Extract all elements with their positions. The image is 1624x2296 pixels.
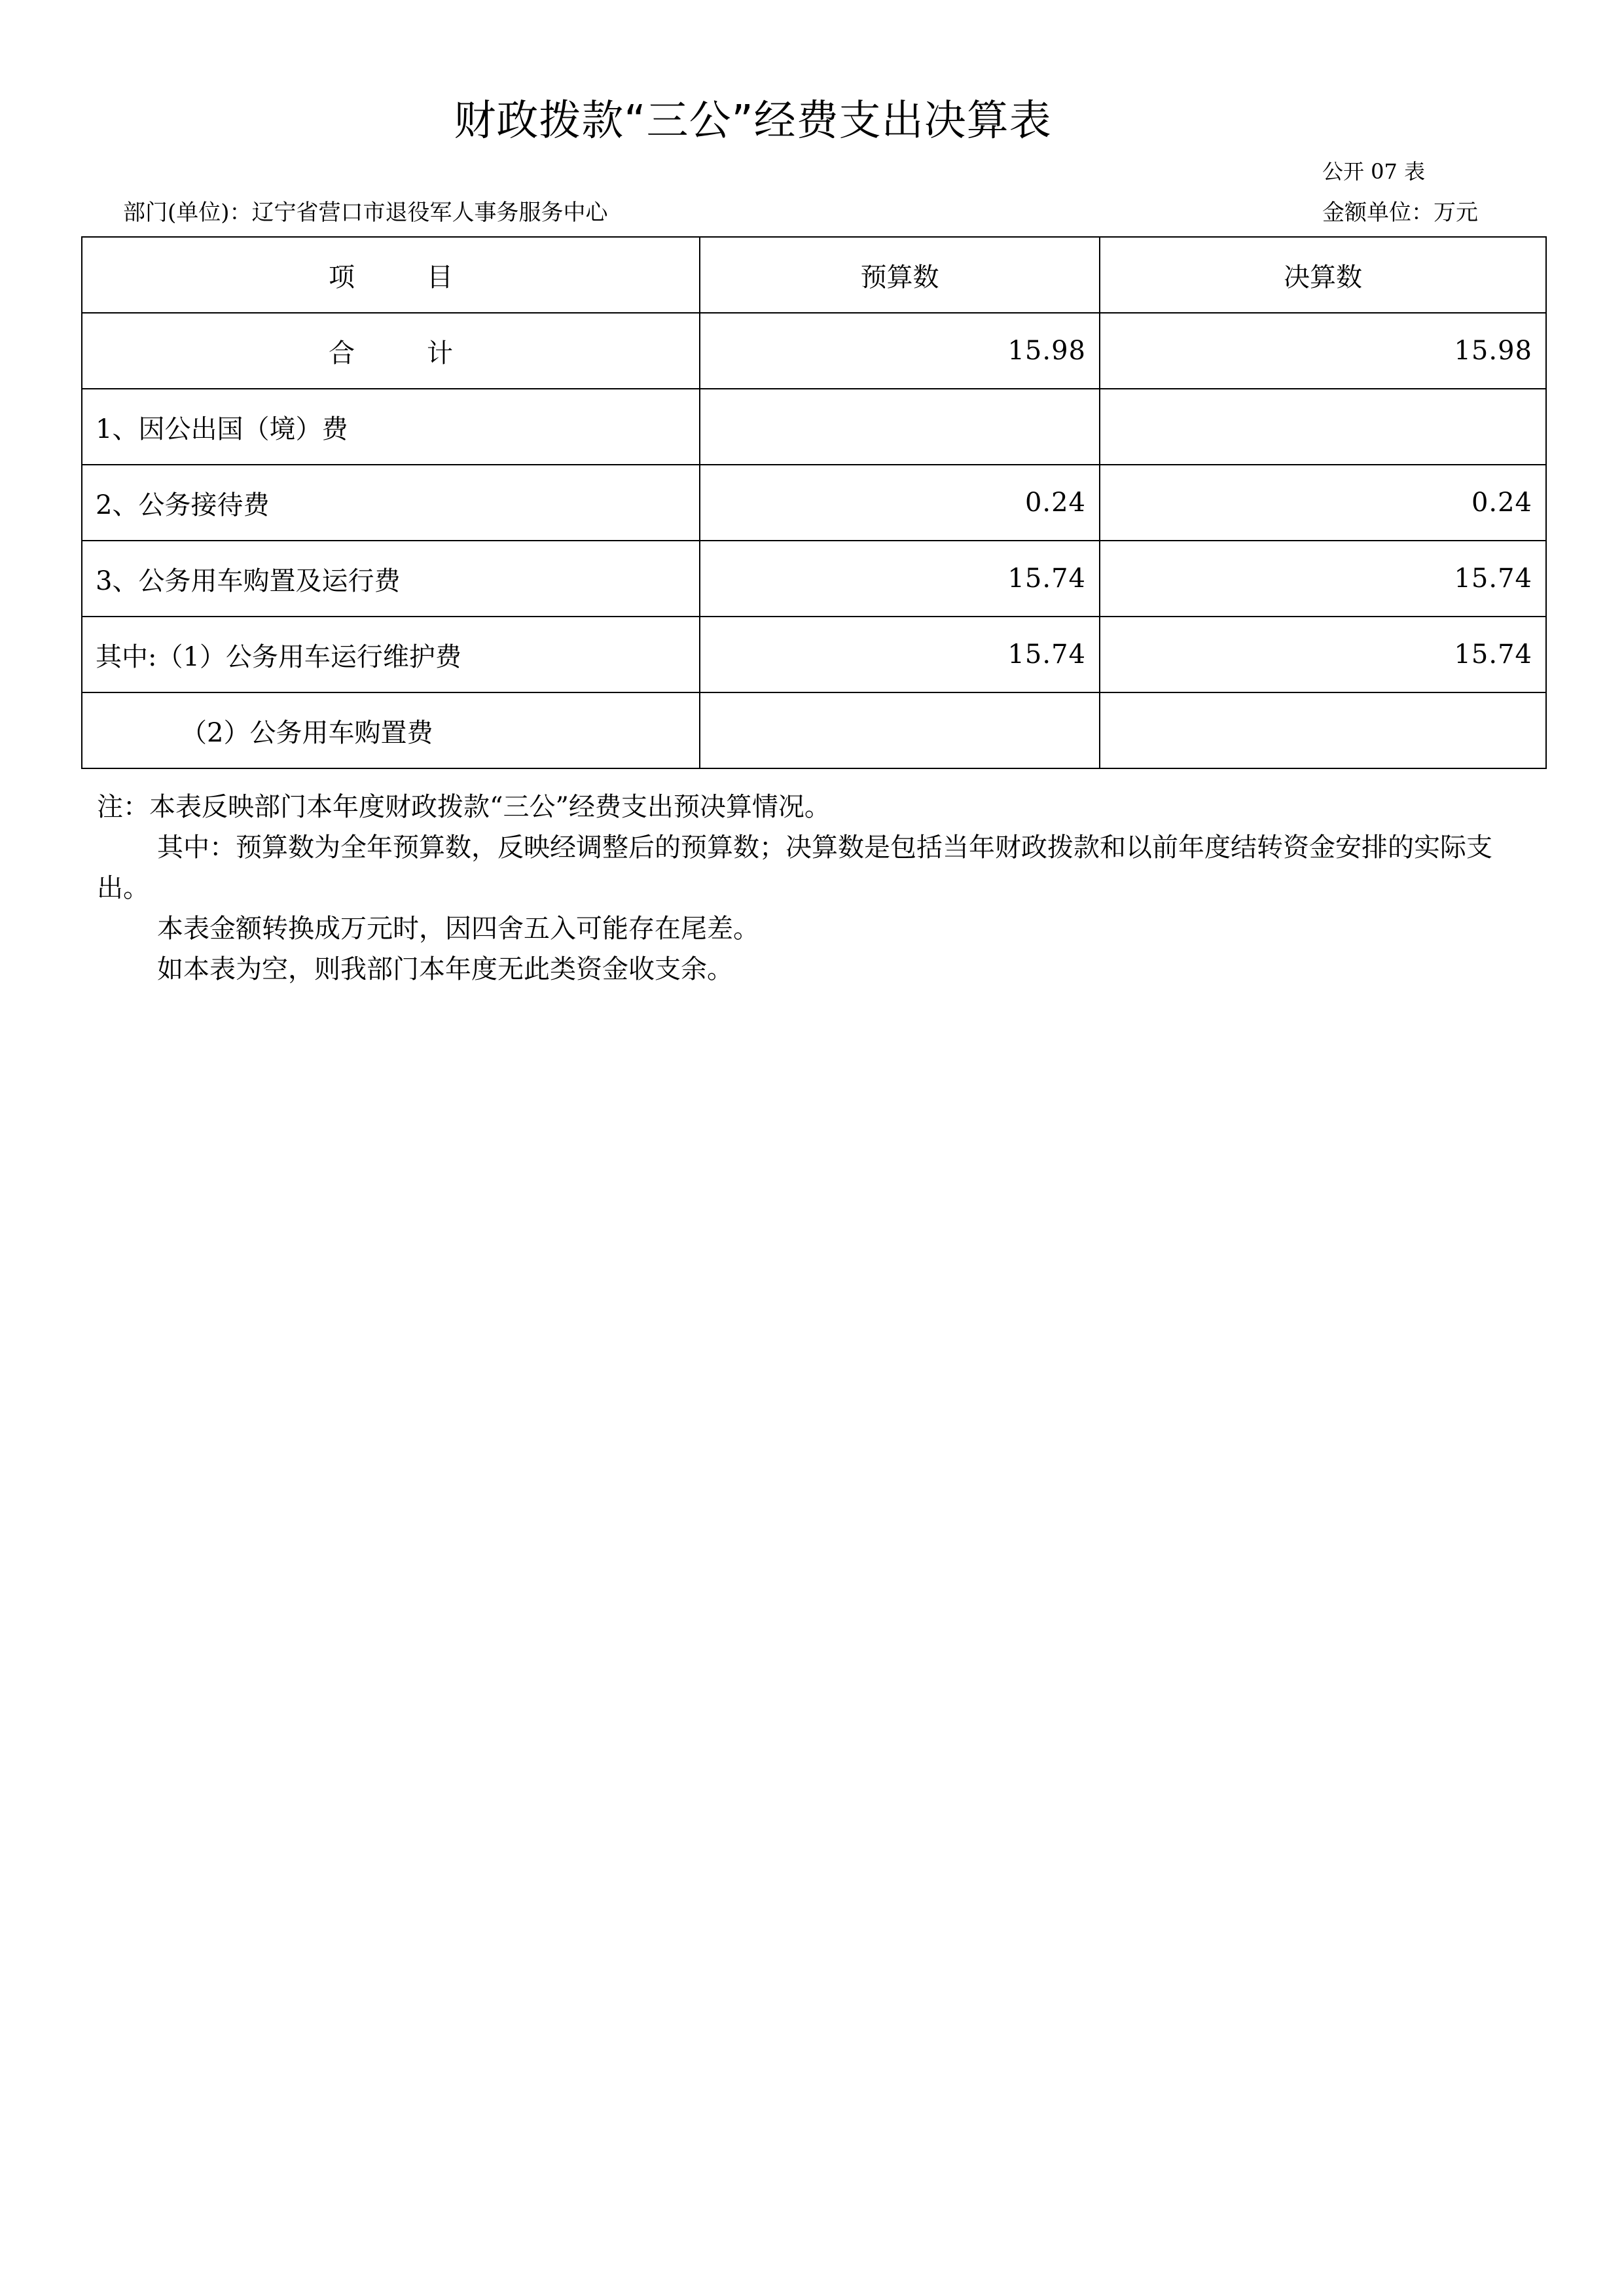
notes-section [97, 787, 1537, 990]
row-final [1100, 692, 1546, 768]
header-budget: 预算数 [700, 237, 1100, 313]
note-line: 本表金额转换成万元时，因四舍五入可能存在尾差。 [157, 914, 759, 944]
department-label: 部门(单位)：辽宁省营口市退役军人事务服务中心 [123, 200, 608, 226]
row-budget [700, 389, 1100, 465]
table-row [82, 692, 1546, 768]
row-label: 3、公务用车购置及运行费 [82, 541, 700, 617]
header-item-left: 项 [329, 262, 355, 293]
row-label: 1、因公出国（境）费 [82, 389, 700, 465]
row-final: 0.24 [1100, 465, 1546, 541]
header-item [82, 237, 700, 313]
row-budget: 0.24 [700, 465, 1100, 541]
table-row [82, 465, 1546, 541]
total-budget: 15.98 [700, 313, 1100, 389]
row-label: （2）公务用车购置费 [82, 692, 700, 768]
note-line: 其中：预算数为全年预算数，反映经调整后的预算数；决算数是包括当年财政拨款和以前年度结转资金安排的实际支出。 [97, 833, 1492, 903]
amount-unit-label: 金额单位：万元 [1322, 200, 1478, 226]
row-final: 15.74 [1100, 541, 1546, 617]
row-final: 15.74 [1100, 617, 1546, 692]
total-label-right: 计 [427, 338, 453, 368]
header-final: 决算数 [1100, 237, 1546, 313]
form-number: 公开 07 表 [1322, 159, 1426, 184]
row-label: 2、公务接待费 [82, 465, 700, 541]
total-label-left: 合 [329, 338, 355, 368]
row-final [1100, 389, 1546, 465]
row-label: 其中:（1）公务用车运行维护费 [82, 617, 700, 692]
page-title: 财政拨款“三公”经费支出决算表 [454, 97, 1052, 145]
total-final: 15.98 [1100, 313, 1546, 389]
total-label [82, 313, 700, 389]
note-line: 如本表为空，则我部门本年度无此类资金收支余。 [157, 954, 733, 984]
table-row [82, 389, 1546, 465]
header-item-right: 目 [427, 262, 453, 293]
table-row [82, 541, 1546, 617]
row-budget: 15.74 [700, 541, 1100, 617]
table-row-total [82, 313, 1546, 389]
table-row [82, 617, 1546, 692]
table-header-row [82, 237, 1546, 313]
row-budget: 15.74 [700, 617, 1100, 692]
note-line: 注：本表反映部门本年度财政拨款“三公”经费支出预决算情况。 [97, 792, 831, 822]
expense-table [81, 236, 1547, 769]
row-budget [700, 692, 1100, 768]
